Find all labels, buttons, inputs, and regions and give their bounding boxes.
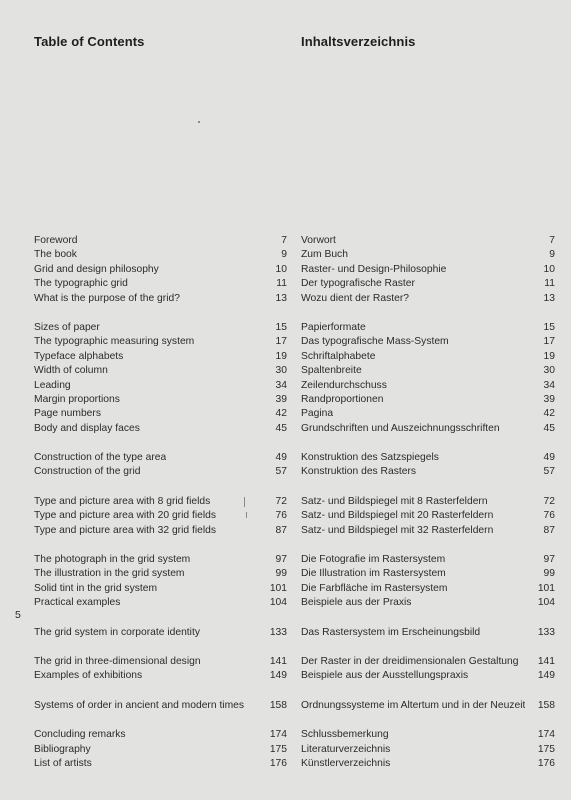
toc-entry-title: The typographic measuring system — [34, 336, 195, 348]
toc-entry-title: Practical examples — [34, 597, 121, 609]
toc-entry-page: 19 — [543, 350, 555, 362]
toc-entry-title: Beispiele aus der Ausstellungspraxis — [301, 670, 469, 682]
toc-group — [34, 626, 287, 640]
toc-entry-page: 15 — [275, 321, 287, 333]
toc-entry-page: 72 — [543, 495, 555, 507]
toc-entry-title: Literaturverzeichnis — [301, 743, 391, 755]
toc-entry-title: Ordnungssysteme im Altertum und in der Neuzeit — [301, 699, 526, 711]
toc-entry — [301, 553, 555, 567]
toc-entry-page: 13 — [275, 292, 287, 304]
toc-entry — [34, 582, 287, 596]
toc-entry-page: 141 — [537, 655, 555, 667]
toc-entry — [34, 596, 287, 610]
toc-entry — [301, 350, 555, 364]
toc-entry-page: 87 — [543, 524, 555, 536]
toc-entry-page: 141 — [269, 655, 287, 667]
toc-entry-page: 34 — [275, 379, 287, 391]
toc-entry-page: 76 — [275, 510, 287, 522]
toc-entry — [34, 292, 287, 306]
toc-entry — [34, 524, 287, 538]
toc-entry-page: 30 — [275, 365, 287, 377]
toc-entry-page: 175 — [269, 743, 287, 755]
toc-entry-title: Page numbers — [34, 408, 101, 420]
toc-entry — [34, 495, 287, 509]
toc-entry-title: Concluding remarks — [34, 729, 126, 741]
toc-entry-page: 7 — [281, 235, 287, 246]
toc-entry-title: Type and picture area with 8 grid fields — [34, 495, 211, 507]
toc-entry-page: 11 — [276, 278, 287, 290]
toc-entry-title: Width of column — [34, 365, 108, 377]
toc-group — [301, 234, 555, 306]
toc-entry-title: Body and display faces — [34, 422, 140, 434]
toc-entry — [301, 364, 555, 378]
toc-entry-page: 149 — [269, 670, 287, 682]
toc-entry — [34, 626, 287, 640]
toc-entry-page: 15 — [543, 321, 555, 333]
toc-entry-title: Konstruktion des Satzspiegels — [301, 452, 439, 464]
toc-group — [301, 728, 555, 771]
toc-entry — [34, 669, 287, 683]
toc-entry-title: Type and picture area with 32 grid fields — [34, 524, 217, 536]
toc-entry — [34, 757, 287, 771]
toc-entry-page: 133 — [537, 626, 555, 638]
toc-entry-title: Das Rastersystem im Erscheinungsbild — [301, 626, 481, 638]
toc-entry-page: 39 — [275, 393, 287, 405]
toc-entry-title: Construction of the type area — [34, 452, 167, 464]
toc-entry — [34, 350, 287, 364]
toc-group — [301, 495, 555, 538]
toc-entry-title: Grid and design philosophy — [34, 263, 159, 275]
toc-entry-page: 99 — [543, 568, 555, 580]
toc-entry — [301, 292, 555, 306]
toc-entry-page: 158 — [537, 699, 555, 711]
toc-entry-page: 42 — [275, 408, 287, 420]
toc-entry — [301, 743, 555, 757]
toc-entry — [34, 655, 287, 669]
toc-entry — [301, 234, 555, 248]
toc-entry-page: 176 — [269, 757, 287, 769]
toc-group — [34, 495, 287, 538]
toc-entry-page: 10 — [275, 263, 287, 275]
toc-entry-title: Die Farbfläche im Rastersystem — [301, 582, 448, 594]
toc-entry-page: 101 — [537, 582, 555, 594]
toc-entry-title: Schlussbemerkung — [301, 729, 389, 741]
toc-column-english — [34, 234, 287, 786]
toc-entry-page: 57 — [543, 466, 555, 478]
toc-entry-title: Das typografische Mass-System — [301, 336, 449, 348]
toc-entry-title: Schriftalphabete — [301, 350, 376, 362]
toc-entry-title: Satz- und Bildspiegel mit 8 Rasterfeldern — [301, 495, 488, 507]
toc-entry-title: Spaltenbreite — [301, 365, 362, 377]
toc-entry — [301, 451, 555, 465]
toc-group — [301, 553, 555, 611]
toc-entry-title: Die Illustration im Rastersystem — [301, 568, 446, 580]
toc-entry — [34, 699, 287, 713]
toc-entry — [301, 699, 555, 713]
toc-entry-page: 76 — [543, 510, 555, 522]
toc-entry-page: 175 — [537, 743, 555, 755]
toc-entry-page: 104 — [269, 597, 287, 609]
toc-entry-page: 10 — [543, 263, 555, 275]
toc-entry — [34, 728, 287, 742]
heading-english: Table of Contents — [34, 34, 145, 49]
toc-entry — [301, 495, 555, 509]
toc-entry — [34, 277, 287, 291]
toc-entry-title: Bibliography — [34, 743, 91, 755]
toc-entry — [34, 509, 287, 523]
toc-entry — [301, 379, 555, 393]
toc-entry-title: Wozu dient der Raster? — [301, 292, 409, 304]
toc-entry-title: Systems of order in ancient and modern times — [34, 699, 245, 711]
toc-entry-page: 174 — [269, 729, 287, 741]
toc-entry — [34, 393, 287, 407]
toc-entry-title: Type and picture area with 20 grid fields — [34, 510, 217, 522]
toc-entry-title: Der typografische Raster — [301, 278, 415, 290]
toc-entry-title: The grid in three-dimensional design — [34, 655, 201, 667]
toc-entry — [34, 364, 287, 378]
toc-entry-title: Leading — [34, 379, 71, 391]
toc-entry-page: 42 — [543, 408, 555, 420]
toc-group — [34, 655, 287, 684]
toc-entry — [301, 465, 555, 479]
toc-entry-title: Satz- und Bildspiegel mit 20 Rasterfeldern — [301, 510, 494, 522]
toc-entry-page: 57 — [275, 466, 287, 478]
toc-entry — [34, 321, 287, 335]
toc-entry-page: 158 — [269, 699, 287, 711]
toc-entry-page: 149 — [537, 670, 555, 682]
toc-group — [34, 553, 287, 611]
toc-entry-page: 49 — [543, 452, 555, 464]
toc-entry — [301, 757, 555, 771]
toc-entry-page: 104 — [537, 597, 555, 609]
toc-entry-title: Satz- und Bildspiegel mit 32 Rasterfeldern — [301, 524, 494, 536]
toc-group — [301, 451, 555, 480]
toc-entry-title: Raster- und Design-Philosophie — [301, 263, 447, 275]
toc-entry-page: 17 — [275, 336, 287, 348]
toc-entry-page: 97 — [543, 554, 555, 566]
toc-entry — [301, 655, 555, 669]
toc-entry — [301, 567, 555, 581]
toc-entry-title: Zeilendurchschuss — [301, 379, 387, 391]
toc-entry-title: Künstlerverzeichnis — [301, 757, 391, 769]
toc-entry — [301, 728, 555, 742]
toc-entry-page: 19 — [275, 350, 287, 362]
toc-entry — [34, 263, 287, 277]
toc-entry-title: The book — [34, 249, 77, 261]
toc-entry-title: The illustration in the grid system — [34, 568, 185, 580]
toc-entry-title: The typographic grid — [34, 278, 128, 290]
toc-entry-title: Margin proportions — [34, 393, 120, 405]
toc-entry — [34, 379, 287, 393]
toc-entry-title: Die Fotografie im Rastersystem — [301, 554, 446, 566]
toc-entry-page: 101 — [269, 582, 287, 594]
toc-entry-page: 133 — [269, 626, 287, 638]
toc-entry-title: The photograph in the grid system — [34, 554, 191, 566]
toc-entry — [301, 321, 555, 335]
paper-speck — [246, 512, 247, 518]
toc-entry-title: Solid tint in the grid system — [34, 582, 158, 594]
toc-entry-page: 7 — [549, 235, 555, 246]
toc-entry-title: Randproportionen — [301, 393, 384, 405]
toc-entry — [301, 407, 555, 421]
toc-entry-title: Pagina — [301, 408, 334, 420]
toc-entry — [301, 263, 555, 277]
page-number: 5 — [15, 609, 21, 621]
toc-entry — [301, 393, 555, 407]
toc-entry-title: Konstruktion des Rasters — [301, 466, 417, 478]
toc-entry-page: 11 — [544, 278, 555, 290]
toc-group — [34, 728, 287, 771]
toc-group — [34, 699, 287, 713]
toc-entry — [34, 407, 287, 421]
toc-entry — [34, 567, 287, 581]
toc-entry-page: 9 — [281, 249, 287, 261]
toc-entry — [34, 553, 287, 567]
toc-group — [34, 234, 287, 306]
toc-group — [301, 699, 555, 713]
toc-entry — [301, 669, 555, 683]
toc-entry — [301, 596, 555, 610]
toc-entry-title: Vorwort — [301, 235, 336, 246]
toc-entry — [34, 743, 287, 757]
toc-entry-page: 176 — [537, 757, 555, 769]
toc-entry-title: List of artists — [34, 757, 92, 769]
toc-entry-title: The grid system in corporate identity — [34, 626, 200, 638]
toc-entry — [301, 524, 555, 538]
toc-entry-title: Beispiele aus der Praxis — [301, 597, 412, 609]
toc-entry-page: 87 — [275, 524, 287, 536]
toc-entry-page: 97 — [275, 554, 287, 566]
toc-entry — [34, 335, 287, 349]
toc-entry — [301, 422, 555, 436]
toc-entry-title: Grundschriften und Auszeichnungsschriften — [301, 422, 500, 434]
toc-entry — [34, 422, 287, 436]
heading-german: Inhaltsverzeichnis — [301, 34, 416, 49]
paper-speck — [244, 497, 245, 507]
toc-entry-title: Foreword — [34, 235, 78, 246]
toc-column-german — [301, 234, 555, 786]
toc-entry — [301, 248, 555, 262]
toc-entry-page: 39 — [543, 393, 555, 405]
toc-entry-page: 49 — [275, 452, 287, 464]
toc-entry-page: 45 — [275, 422, 287, 434]
toc-group — [301, 321, 555, 436]
toc-entry-page: 99 — [275, 568, 287, 580]
toc-entry-title: Sizes of paper — [34, 321, 100, 333]
toc-entry-page: 30 — [543, 365, 555, 377]
toc-entry-title: What is the purpose of the grid? — [34, 292, 180, 304]
toc-group — [34, 321, 287, 436]
toc-entry-page: 45 — [543, 422, 555, 434]
toc-entry-page: 13 — [543, 292, 555, 304]
toc-entry-page: 34 — [543, 379, 555, 391]
toc-group — [301, 655, 555, 684]
toc-entry-title: Typeface alphabets — [34, 350, 124, 362]
toc-entry-title: Papierformate — [301, 321, 366, 333]
toc-entry — [34, 248, 287, 262]
toc-entry-page: 72 — [275, 495, 287, 507]
toc-entry — [301, 626, 555, 640]
toc-group — [34, 451, 287, 480]
toc-entry — [301, 509, 555, 523]
toc-entry-title: Examples of exhibitions — [34, 670, 143, 682]
toc-entry — [34, 451, 287, 465]
toc-entry — [34, 234, 287, 248]
toc-entry-page: 174 — [537, 729, 555, 741]
toc-entry-page: 17 — [543, 336, 555, 348]
toc-entry — [301, 335, 555, 349]
toc-entry — [301, 277, 555, 291]
paper-speck — [198, 121, 200, 123]
toc-group — [301, 626, 555, 640]
toc-entry — [34, 465, 287, 479]
toc-entry — [301, 582, 555, 596]
toc-entry-page: 9 — [549, 249, 555, 261]
toc-entry-title: Zum Buch — [301, 249, 348, 261]
toc-entry-title: Der Raster in der dreidimensionalen Gestaltung — [301, 655, 519, 667]
toc-entry-title: Construction of the grid — [34, 466, 141, 478]
